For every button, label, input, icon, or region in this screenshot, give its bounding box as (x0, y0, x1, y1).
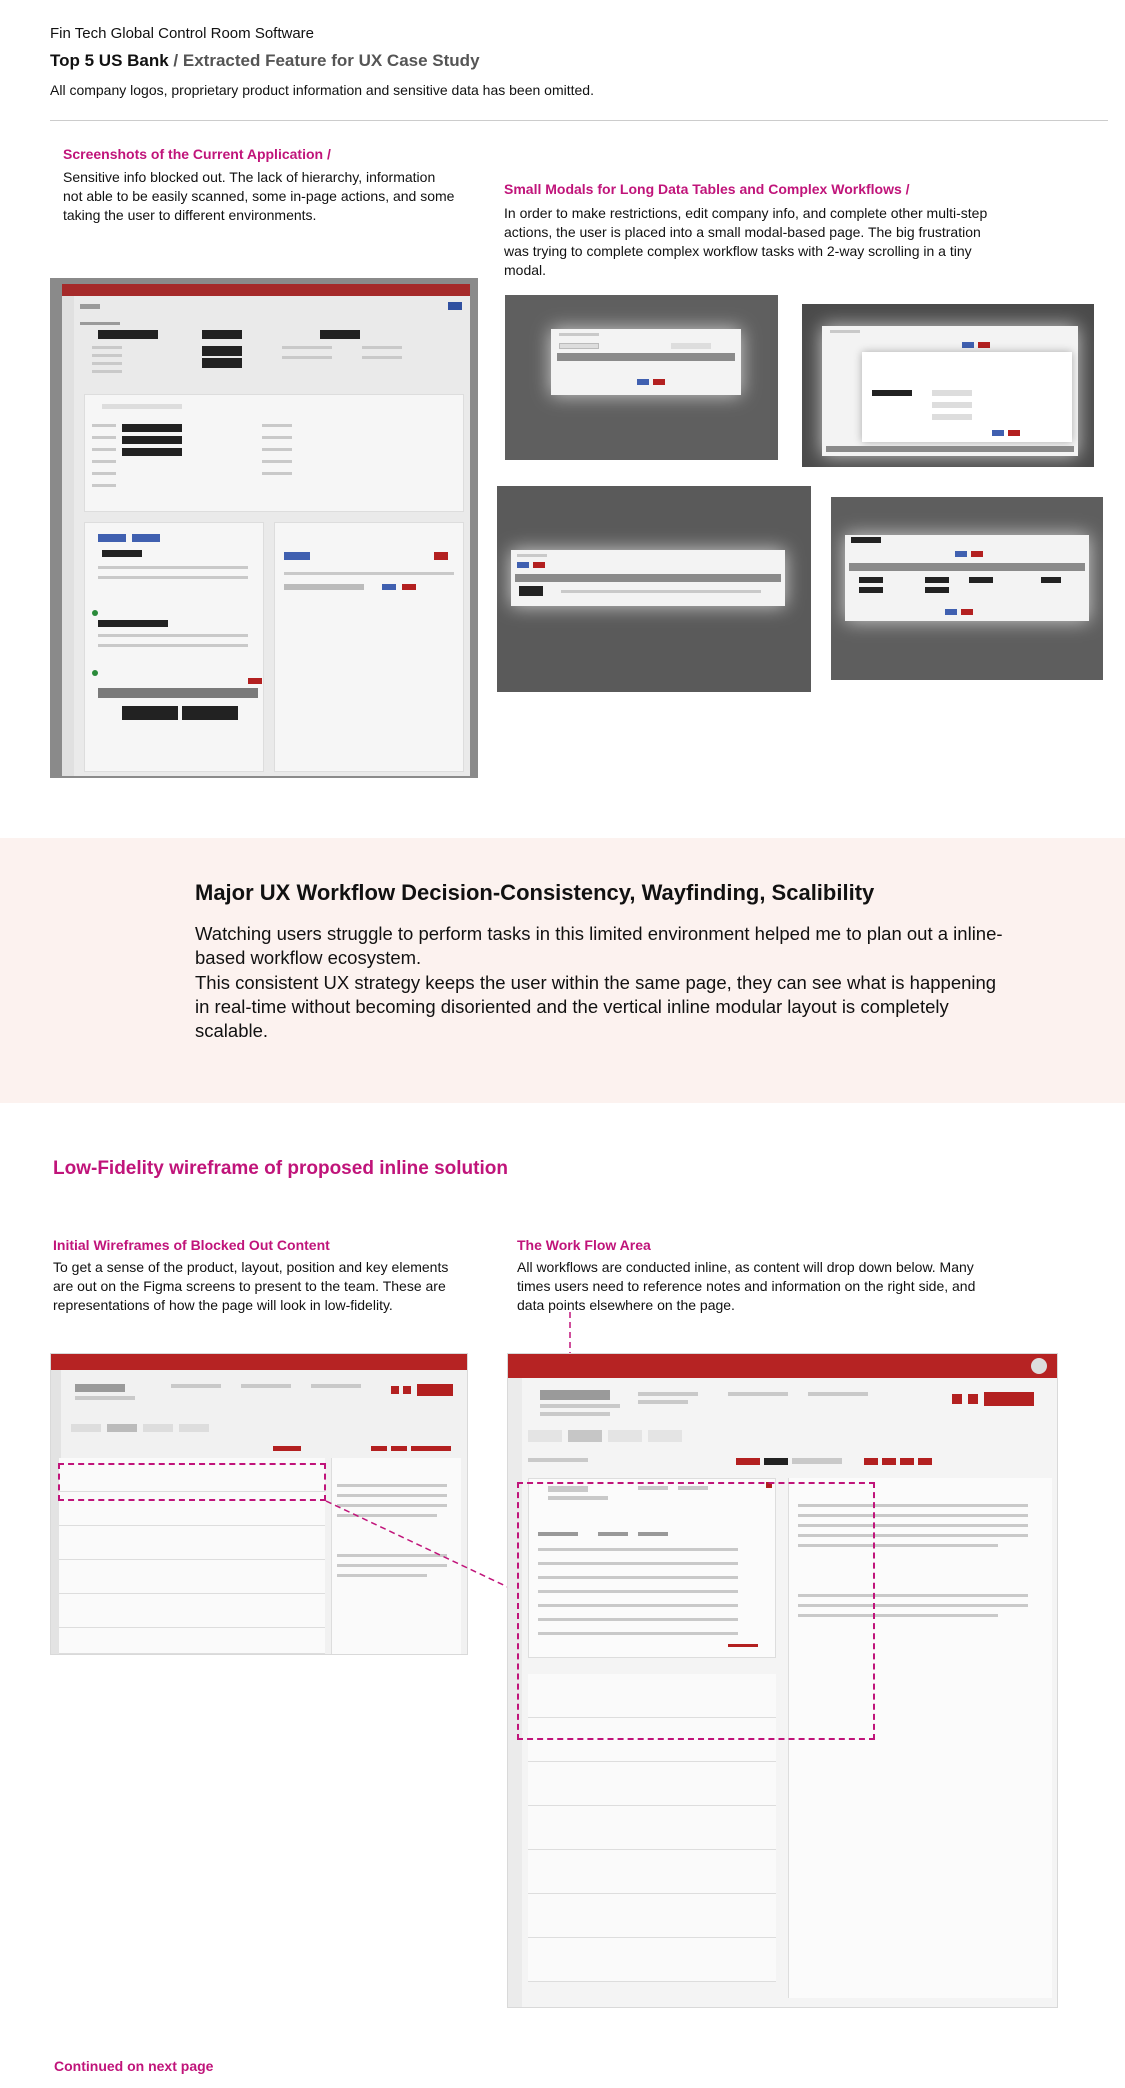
lofi-title: Low-Fidelity wireframe of proposed inline solution (53, 1158, 508, 1179)
decision-p2: This consistent UX strategy keeps the user within the same page, they can see what is happening in real-time without becoming disoriented and the vertical inline modular layout is completely scalable. (195, 972, 997, 1041)
current-app-heading: Screenshots of the Current Application / (63, 146, 331, 162)
title-sep: / (168, 51, 183, 70)
decision-p1: Watching users struggle to perform tasks in this limited environment helped me to plan out a inline-based workflow ecosystem. (195, 923, 1003, 968)
initial-wireframes-heading: Initial Wireframes of Blocked Out Content (53, 1237, 330, 1253)
continued-note: Continued on next page (54, 2058, 214, 2074)
initial-wireframes-body: To get a sense of the product, layout, position and key elements are out on the Figma screens to present to the team. These are representations of how the page will look in low-fidelity. (53, 1259, 449, 1313)
highlight-workflow-area (517, 1482, 875, 1740)
header-line1: Fin Tech Global Control Room Software (50, 25, 315, 42)
small-modals-body: In order to make restrictions, edit company info, and complete other multi-step actions, the user is placed into a small modal-based page. The big frustration was trying to complete complex workflow tasks with 2-way scrolling in a tiny modal. (504, 205, 988, 278)
small-modals-heading: Small Modals for Long Data Tables and Complex Workflows / (504, 181, 910, 197)
decision-title: Major UX Workflow Decision-Consistency, Wayfinding, Scalibility (195, 880, 875, 905)
workflow-heading: The Work Flow Area (517, 1237, 651, 1253)
workflow-body: All workflows are conducted inline, as content will drop down below. Many times users need to reference notes and information on the right side, and data points elsewhere on the page. (517, 1259, 976, 1313)
title-strong: Top 5 US Bank (50, 51, 169, 70)
title-rest: Extracted Feature for UX Case Study (182, 51, 480, 70)
disclaimer: All company logos, proprietary product information and sensitive data has been omitted. (50, 82, 594, 98)
current-app-body: Sensitive info blocked out. The lack of hierarchy, information not able to be easily scanned, some in-page actions, and some taking the user to different environments. (63, 169, 455, 223)
